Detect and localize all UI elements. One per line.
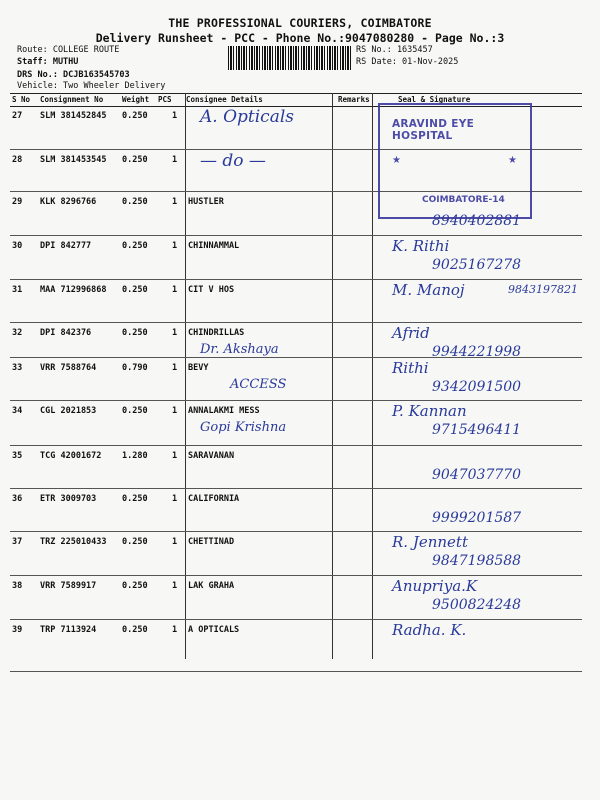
- receiver-phone: 9342091500: [432, 379, 522, 395]
- col-remarks: Remarks: [338, 95, 370, 104]
- row-pcs: 1: [172, 625, 178, 635]
- row-consignee: SARAVANAN: [188, 451, 235, 461]
- row-sno: 37: [12, 537, 23, 547]
- table-row: [10, 357, 582, 400]
- row-consignment-no: MAA 712996868: [40, 285, 107, 295]
- stamp-line-3: COIMBATORE-14: [422, 195, 505, 205]
- row-consignment-no: SLM 381453545: [40, 155, 107, 165]
- row-sno: 27: [12, 111, 23, 121]
- row-consignee: CALIFORNIA: [188, 494, 240, 504]
- row-sno: 29: [12, 197, 23, 207]
- row-consignee: BEVY: [188, 363, 209, 373]
- table-row: [10, 619, 582, 671]
- row-consignment-no: ETR 3009703: [40, 494, 97, 504]
- row-weight: 0.250: [122, 537, 148, 547]
- col-pcs: PCS: [158, 95, 172, 104]
- row-consignment-no: KLK 8296766: [40, 197, 97, 207]
- rs-number: RS No.: 1635457: [356, 45, 433, 55]
- row-sno: 34: [12, 406, 23, 416]
- row-consignee: CIT V HOS: [188, 285, 235, 295]
- row-pcs: 1: [172, 111, 178, 121]
- handwritten-note: Gopi Krishna: [200, 420, 287, 435]
- row-pcs: 1: [172, 155, 178, 165]
- row-consignee: HUSTLER: [188, 197, 224, 207]
- row-consignment-no: DPI 842376: [40, 328, 92, 338]
- receiver-phone: 9843197821: [508, 283, 578, 296]
- receiver-phone: 9500824248: [432, 597, 522, 613]
- row-pcs: 1: [172, 285, 178, 295]
- col-consignee: Consignee Details: [186, 95, 263, 104]
- barcode: [228, 46, 352, 70]
- row-sno: 28: [12, 155, 23, 165]
- row-pcs: 1: [172, 406, 178, 416]
- row-sno: 35: [12, 451, 23, 461]
- row-weight: 1.280: [122, 451, 148, 461]
- receiver-phone: 9047037770: [432, 467, 522, 483]
- hospital-stamp: [378, 103, 532, 219]
- runsheet-subtitle: Delivery Runsheet - PCC - Phone No.:9047080280 - Page No.:3: [95, 31, 505, 45]
- handwritten-note: A. Opticals: [200, 107, 294, 127]
- table-row: [10, 279, 582, 322]
- handwritten-note: ACCESS: [230, 377, 287, 392]
- table-row: [10, 575, 582, 619]
- row-consignee: CHETTINAD: [188, 537, 235, 547]
- row-pcs: 1: [172, 197, 178, 207]
- row-sno: 38: [12, 581, 23, 591]
- receiver-signature: P. Kannan: [392, 402, 467, 420]
- row-consignee: LAK GRAHA: [188, 581, 235, 591]
- row-weight: 0.250: [122, 155, 148, 165]
- row-divider: [10, 671, 582, 672]
- row-pcs: 1: [172, 328, 178, 338]
- receiver-phone: 9025167278: [432, 257, 522, 273]
- row-consignee: A OPTICALS: [188, 625, 240, 635]
- row-consignment-no: VRR 7588764: [40, 363, 97, 373]
- row-consignee: CHINDRILLAS: [188, 328, 245, 338]
- drs-label: DRS No.: DCJB163545703: [17, 70, 130, 80]
- row-weight: 0.250: [122, 328, 148, 338]
- receiver-signature: Rithi: [392, 359, 429, 377]
- row-weight: 0.250: [122, 111, 148, 121]
- row-sno: 31: [12, 285, 23, 295]
- row-sno: 39: [12, 625, 23, 635]
- vehicle-label: Vehicle: Two Wheeler Delivery: [17, 81, 166, 91]
- receiver-phone: 9715496411: [432, 422, 522, 438]
- col-sno: S No: [12, 95, 31, 104]
- receiver-phone: 8940402881: [432, 213, 522, 229]
- table-row: [10, 235, 582, 279]
- row-pcs: 1: [172, 581, 178, 591]
- row-weight: 0.250: [122, 581, 148, 591]
- row-consignee: CHINNAMMAL: [188, 241, 240, 251]
- receiver-signature: Afrid: [392, 324, 430, 342]
- row-sno: 33: [12, 363, 23, 373]
- row-sno: 36: [12, 494, 23, 504]
- table-row: [10, 400, 582, 445]
- receiver-phone: 9847198588: [432, 553, 522, 569]
- staff-label: Staff: MUTHU: [17, 57, 79, 67]
- receiver-signature: M. Manoj: [392, 281, 465, 299]
- col-consignment: Consignment No: [40, 95, 104, 104]
- row-weight: 0.250: [122, 285, 148, 295]
- row-pcs: 1: [172, 537, 178, 547]
- star-icon: ★: [392, 155, 401, 166]
- row-pcs: 1: [172, 363, 178, 373]
- receiver-signature: Radha. K.: [392, 621, 467, 639]
- handwritten-note: Dr. Akshaya: [200, 342, 279, 357]
- row-pcs: 1: [172, 241, 178, 251]
- row-consignment-no: DPI 842777: [40, 241, 92, 251]
- row-pcs: 1: [172, 451, 178, 461]
- row-weight: 0.790: [122, 363, 148, 373]
- receiver-phone: 9999201587: [432, 510, 522, 526]
- company-title: THE PROFESSIONAL COURIERS, COIMBATORE: [168, 16, 432, 30]
- receiver-signature: R. Jennett: [392, 533, 468, 551]
- col-weight: Weight: [122, 95, 150, 104]
- row-weight: 0.250: [122, 406, 148, 416]
- row-weight: 0.250: [122, 494, 148, 504]
- receiver-signature: Anupriya.K: [392, 577, 478, 595]
- table-row: [10, 445, 582, 488]
- row-consignment-no: CGL 2021853: [40, 406, 97, 416]
- row-consignment-no: TRZ 225010433: [40, 537, 107, 547]
- handwritten-note: — do —: [200, 151, 266, 171]
- row-consignment-no: TRP 7113924: [40, 625, 97, 635]
- receiver-signature: K. Rithi: [392, 237, 450, 255]
- row-sno: 32: [12, 328, 23, 338]
- stamp-line-1: ARAVIND EYE HOSPITAL: [392, 118, 475, 142]
- row-consignment-no: VRR 7589917: [40, 581, 97, 591]
- table-row: [10, 322, 582, 360]
- star-icon: ★: [508, 155, 517, 166]
- row-pcs: 1: [172, 494, 178, 504]
- col-seal-signature: Seal & Signature: [398, 95, 471, 104]
- row-weight: 0.250: [122, 241, 148, 251]
- row-sno: 30: [12, 241, 23, 251]
- route-label: Route: COLLEGE ROUTE: [17, 45, 120, 55]
- row-weight: 0.250: [122, 625, 148, 635]
- table-row: [10, 531, 582, 575]
- rs-date: RS Date: 01-Nov-2025: [356, 57, 459, 67]
- row-consignee: ANNALAKMI MESS: [188, 406, 260, 416]
- row-consignment-no: TCG 42001672: [40, 451, 102, 461]
- row-consignment-no: SLM 381452845: [40, 111, 107, 121]
- table-row: [10, 488, 582, 531]
- receiver-phone: 9944221998: [432, 344, 522, 360]
- row-weight: 0.250: [122, 197, 148, 207]
